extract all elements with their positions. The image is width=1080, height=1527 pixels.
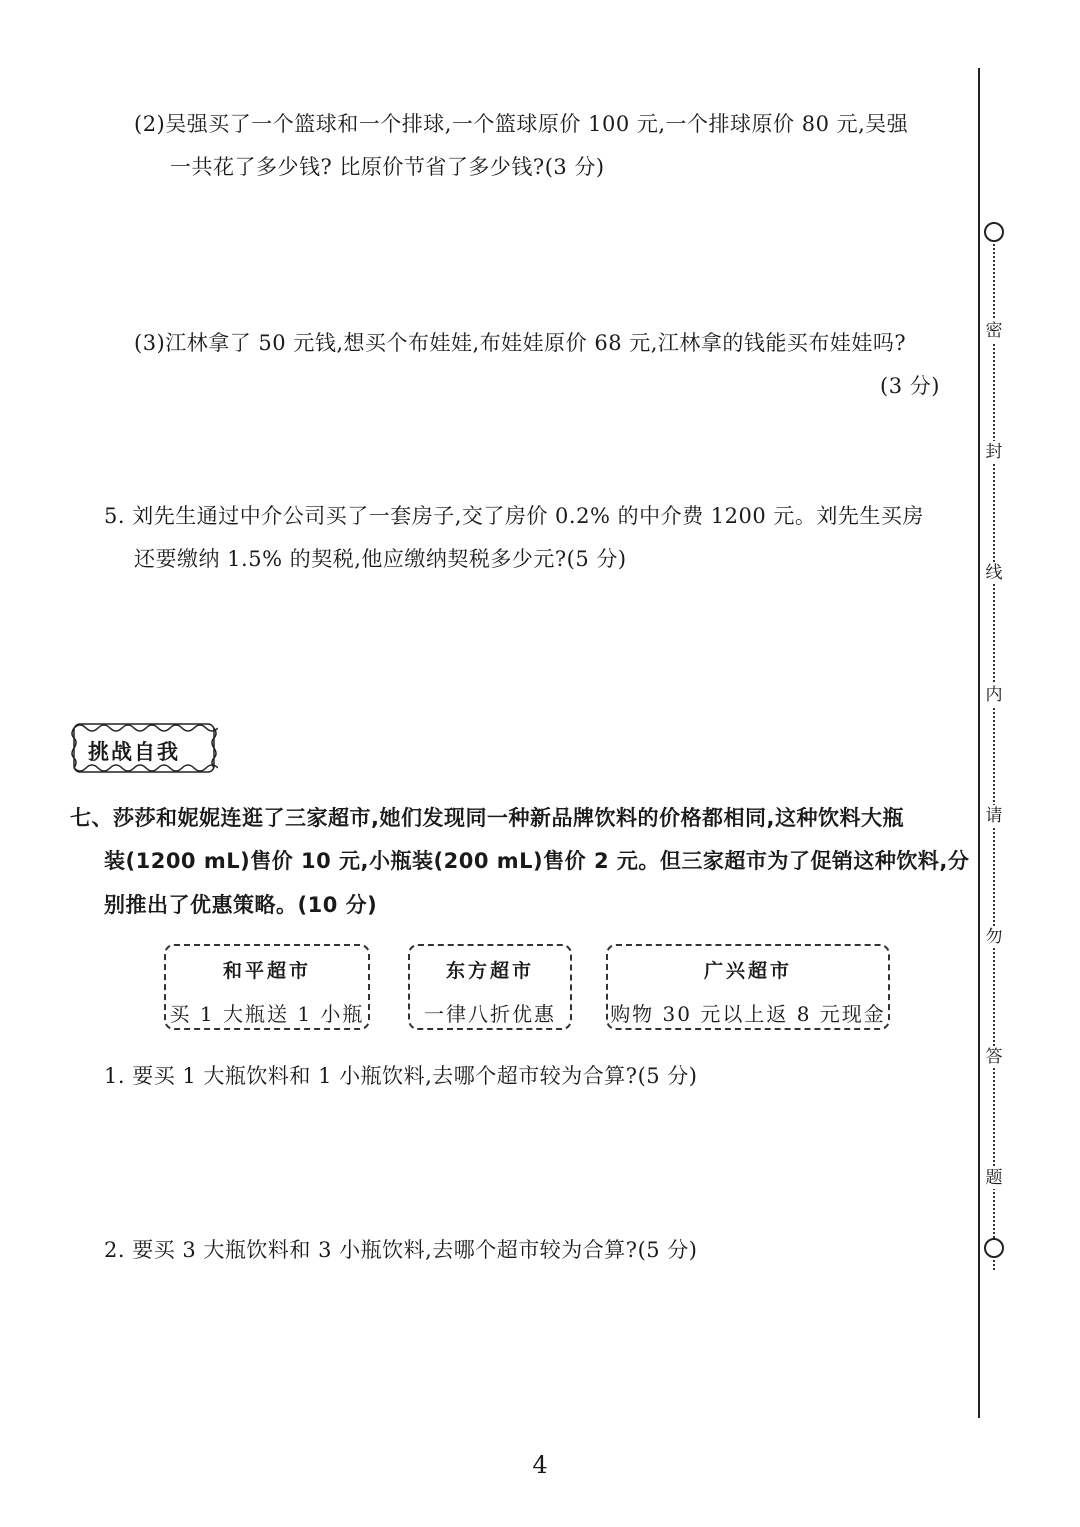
seal-char: 题 bbox=[985, 1168, 1003, 1188]
problem-4-2-line2: 一共花了多少钱? 比原价节省了多少钱?(3 分) bbox=[170, 155, 605, 179]
store-deal: 购物 30 元以上返 8 元现金 bbox=[610, 1002, 886, 1026]
seal-circle-top bbox=[984, 222, 1004, 242]
store-box-dongfang bbox=[408, 944, 572, 1030]
seal-char: 密 bbox=[985, 321, 1003, 341]
store-name: 广兴超市 bbox=[703, 960, 792, 982]
seal-char: 线 bbox=[985, 563, 1003, 583]
store-deal: 一律八折优惠 bbox=[424, 1002, 556, 1026]
section-7-line1: 七、莎莎和妮妮连逛了三家超市,她们发现同一种新品牌饮料的价格都相同,这种饮料大瓶 bbox=[70, 806, 904, 830]
store-name: 和平超市 bbox=[222, 960, 311, 982]
store-name: 东方超市 bbox=[445, 960, 534, 982]
store-box-guangxing bbox=[606, 944, 890, 1030]
seal-solid-line bbox=[978, 68, 980, 1418]
seal-char: 勿 bbox=[985, 927, 1003, 947]
seal-circle-bottom bbox=[984, 1238, 1004, 1258]
page-number: 4 bbox=[532, 1451, 548, 1479]
seal-char: 封 bbox=[985, 442, 1003, 462]
section-7-question-2: 2. 要买 3 大瓶饮料和 3 小瓶饮料,去哪个超市较为合算?(5 分) bbox=[104, 1238, 698, 1262]
store-deal: 买 1 大瓶送 1 小瓶 bbox=[169, 1002, 365, 1026]
store-box-heping bbox=[164, 944, 370, 1030]
seal-char: 内 bbox=[985, 685, 1003, 705]
section-7-question-1: 1. 要买 1 大瓶饮料和 1 小瓶饮料,去哪个超市较为合算?(5 分) bbox=[104, 1064, 698, 1088]
problem-4-3-line2: (3 分) bbox=[880, 374, 940, 398]
problem-5-line2: 还要缴纳 1.5% 的契税,他应缴纳契税多少元?(5 分) bbox=[134, 547, 627, 571]
seal-char: 请 bbox=[985, 806, 1003, 826]
problem-4-2-line1: (2)吴强买了一个篮球和一个排球,一个篮球原价 100 元,一个排球原价 80 元,吴强 bbox=[134, 112, 909, 136]
seal-char: 答 bbox=[985, 1047, 1003, 1067]
section-7-line2: 装(1200 mL)售价 10 元,小瓶装(200 mL)售价 2 元。但三家超市为了促销这种饮料,分 bbox=[104, 849, 970, 873]
section-7-line3: 别推出了优惠策略。(10 分) bbox=[104, 893, 378, 917]
seal-dotted-line bbox=[993, 240, 995, 1270]
problem-4-3-line1: (3)江林拿了 50 元钱,想买个布娃娃,布娃娃原价 68 元,江林拿的钱能买布娃娃吗? bbox=[134, 331, 907, 355]
problem-5-line1: 5. 刘先生通过中介公司买了一套房子,交了房价 0.2% 的中介费 1200 元。刘先生买房 bbox=[104, 504, 924, 528]
challenge-banner-label: 挑战自我 bbox=[88, 740, 180, 764]
